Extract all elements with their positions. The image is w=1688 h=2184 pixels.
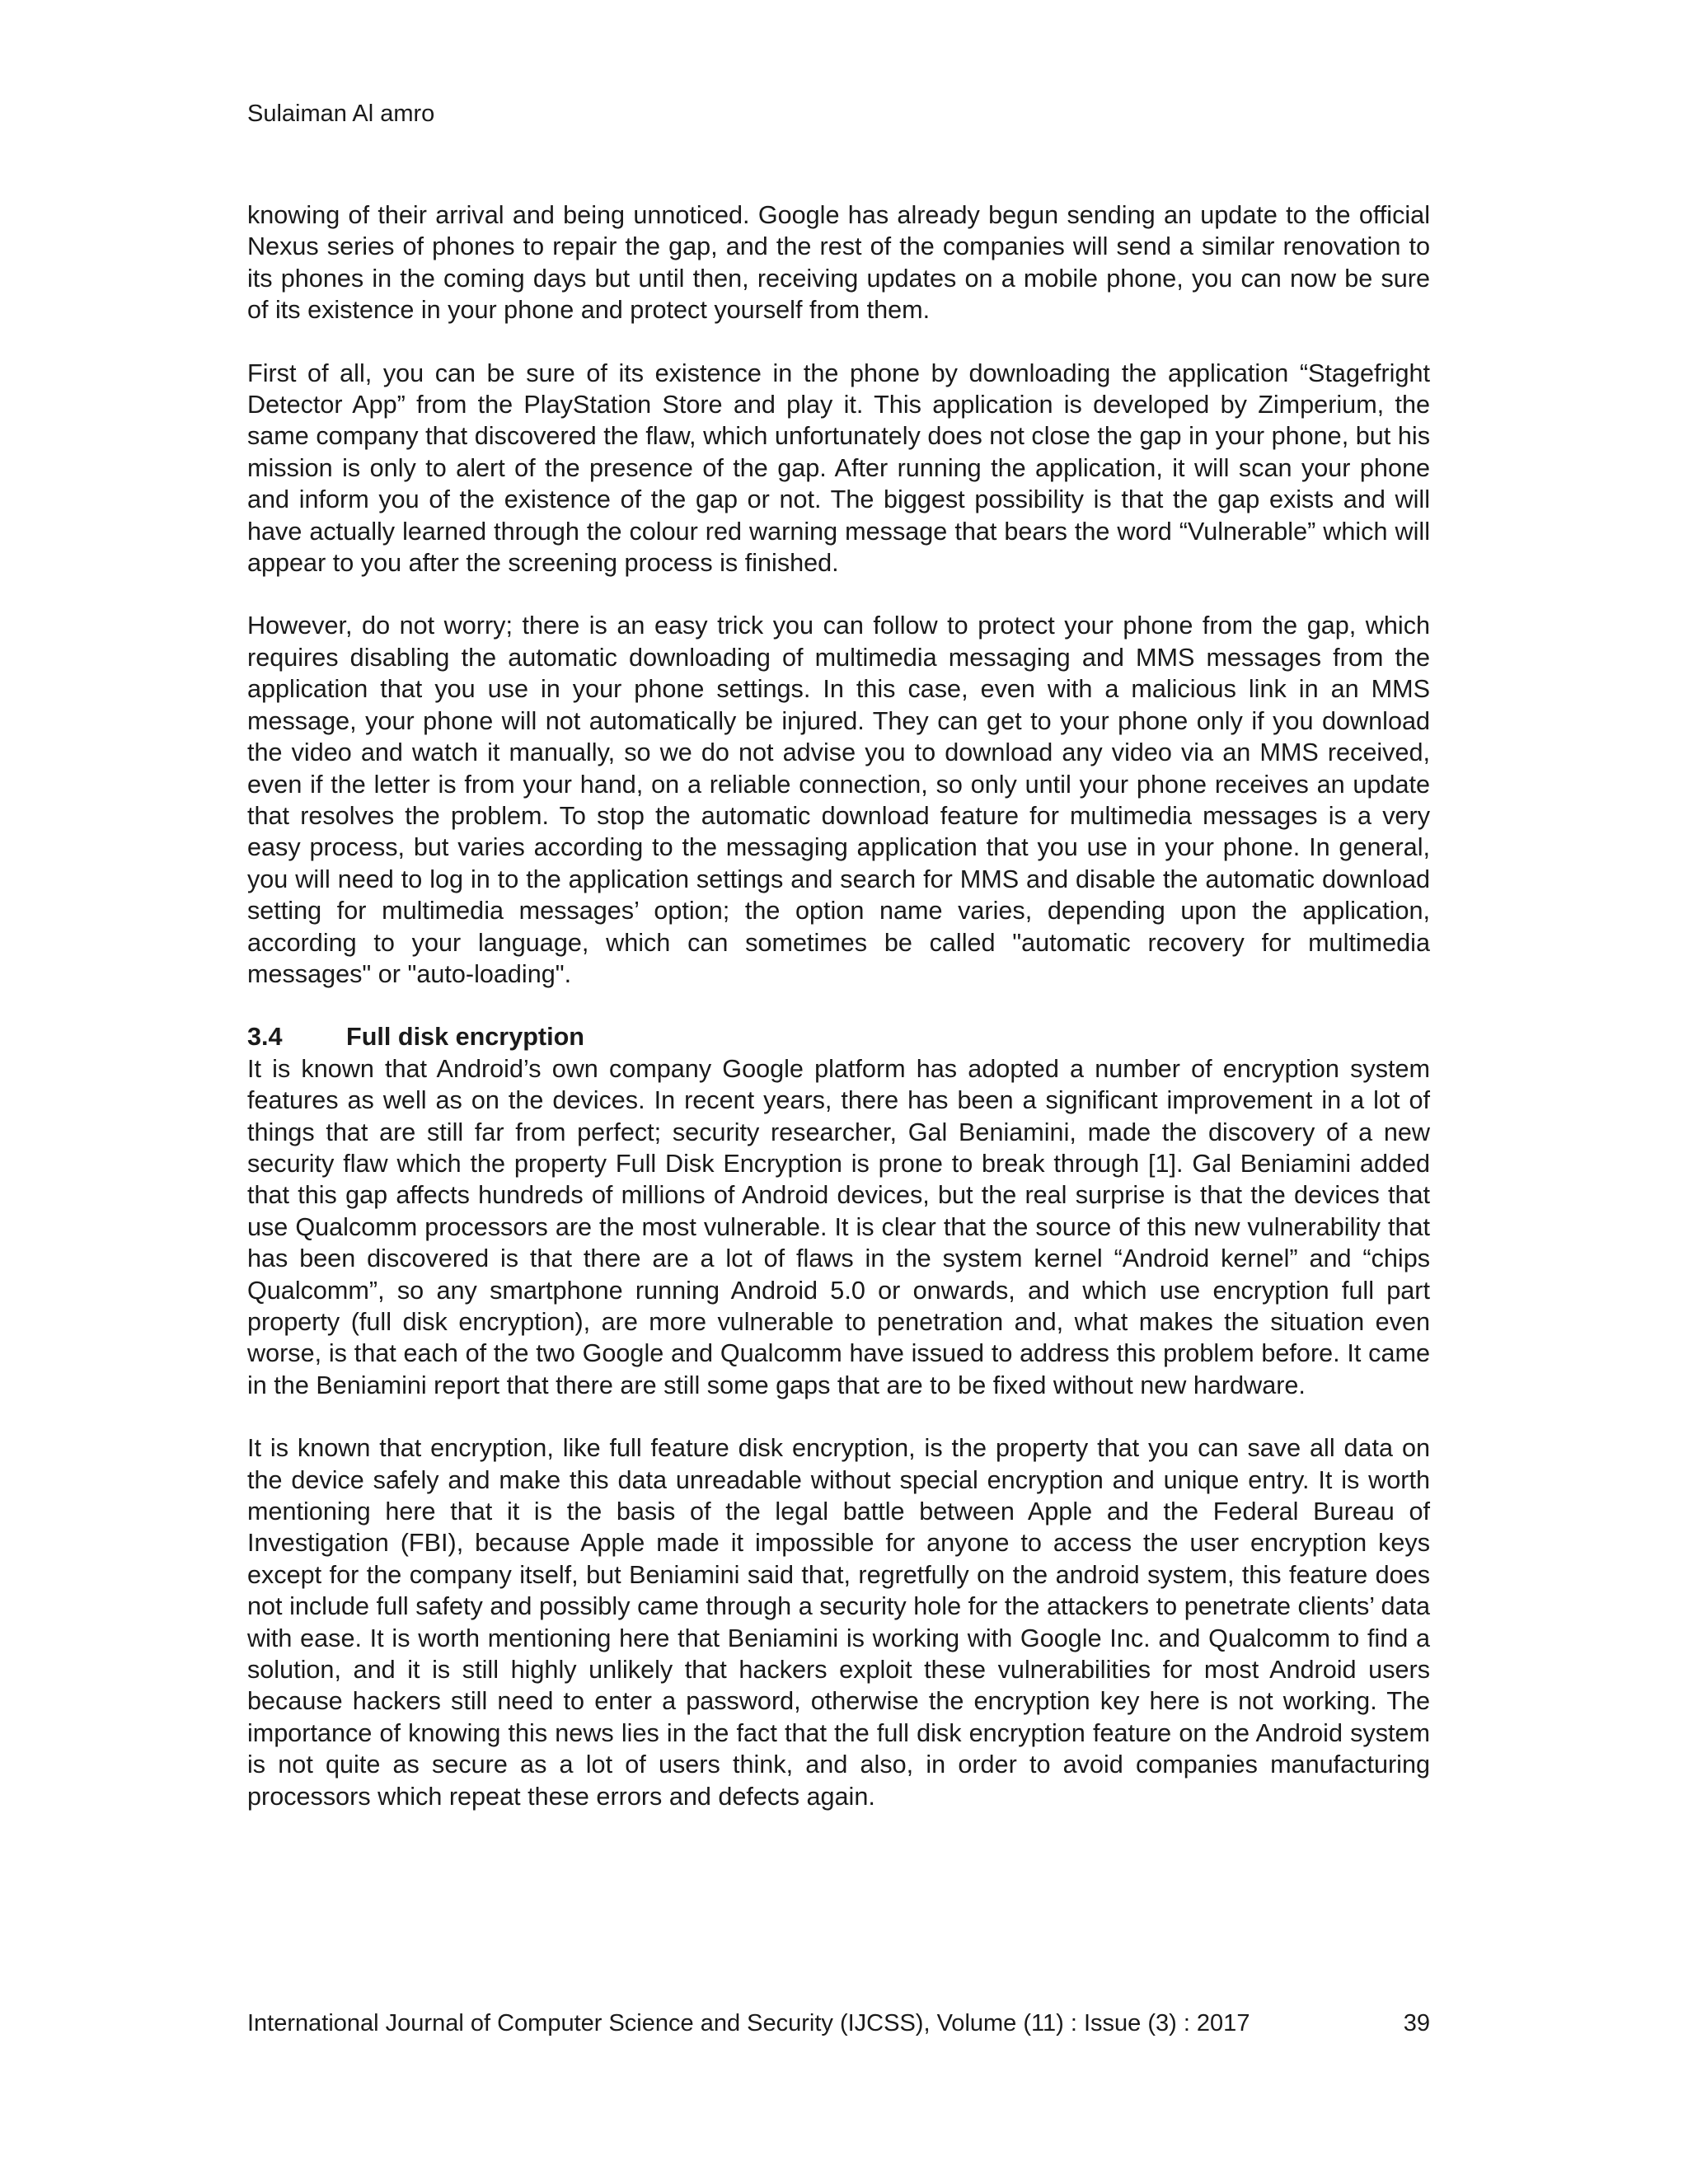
- section-heading: [247, 1021, 1430, 1052]
- page-footer: [247, 2007, 1430, 2040]
- paragraph-continuation: knowing of their arrival and being unnoticed. Google has already begun sending an update to the official Nexus series of phones to repair the gap, and the rest of the companies will send a similar renovation to its phones in the coming days but until then, receiving updates on a mobile phone, you can now be sure of its existence in your phone and protect yourself from them.: [247, 201, 1430, 325]
- paragraph-fde-explanation: It is known that encryption, like full feature disk encryption, is the property that you can save all data on the device safely and make this data unreadable without special encryption and unique entry. It is worth mentioning here that it is the basis of the legal battle between Apple and the Federal Bureau of Investigation (FBI), because Apple made it impossible for anyone to access the user encryption keys except for the company itself, but Beniamini said that, regretfully on the android system, this feature does not include full safety and possibly came through a security hole for the attackers to penetrate clients’ data with ease. It is worth mentioning here that Beniamini is working with Google Inc. and Qualcomm to find a solution, and it is still highly unlikely that hackers exploit these vulnerabilities for most Android users because hackers still need to enter a password, otherwise the encryption key here is not working. The importance of knowing this news lies in the fact that the full disk encryption feature on the Android system is not quite as secure as a lot of users think, and also, in order to avoid companies manufacturing processors which repeat these errors and defects again.: [247, 1434, 1430, 1811]
- running-head-author: Sulaiman Al amro: [247, 101, 435, 127]
- paragraph-mms-workaround: However, do not worry; there is an easy trick you can follow to protect your phone from the gap, which requires disabling the automatic downloading of multimedia messaging and MMS messages from the application that you use in your phone settings. In this case, even with a malicious link in an MMS message, your phone will not automatically be injured. They can get to your phone only if you download the video and watch it manually, so we do not advise you to download any video via an MMS received, even if the letter is from your hand, on a reliable connection, so only until your phone receives an update that resolves the problem. To stop the automatic download feature for multimedia messages is a very easy process, but varies according to the messaging application that you use in your phone. In general, you will need to log in to the application settings and search for MMS and disable the automatic download setting for multimedia messages’ option; the option name varies, depending upon the application, according to your language, which can sometimes be called "automatic recovery for multimedia messages" or "auto-loading".: [247, 612, 1430, 988]
- section-title: Full disk encryption: [346, 1023, 584, 1052]
- paragraph-fde-vulnerability: It is known that Android’s own company Google platform has adopted a number of encryption system features as well as on the devices. In recent years, there has been a significant improvement in a lot of things that are still far from perfect; security researcher, Gal Beniamini, made the discovery of a new security flaw which the property Full Disk Encryption is prone to break through [1]. Gal Beniamini added that this gap affects hundreds of millions of Android devices, but the real surprise is that the devices that use Qualcomm processors are the most vulnerable. It is clear that the source of this new vulnerability that has been discovered is that there are a lot of flaws in the system kernel “Android kernel” and “chips Qualcomm”, so any smartphone running Android 5.0 or onwards, and which use encryption full part property (full disk encryption), are more vulnerable to penetration and, what makes the situation even worse, is that each of the two Google and Qualcomm have issued to address this problem before. It came in the Beniamini report that there are still some gaps that are to be fixed without new hardware.: [247, 1054, 1430, 1399]
- body-text: [247, 199, 1430, 1844]
- page-number: 39: [1403, 2010, 1430, 2036]
- section-number: 3.4: [247, 1023, 283, 1052]
- footer-journal-citation: International Journal of Computer Science and Security (IJCSS), Volume (11) : Issue (3) : 2017: [247, 2010, 1250, 2036]
- paragraph-detector-app: First of all, you can be sure of its existence in the phone by downloading the application “Stagefright Detector App” from the PlayStation Store and play it. This application is developed by Zimperium, the same company that discovered the flaw, which unfortunately does not close the gap in your phone, but his mission is only to alert of the presence of the gap. After running the application, it will scan your phone and inform you of the existence of the gap or not. The biggest possibility is that the gap exists and will have actually learned through the colour red warning message that bears the word “Vulnerable” which will appear to you after the screening process is finished.: [247, 359, 1430, 578]
